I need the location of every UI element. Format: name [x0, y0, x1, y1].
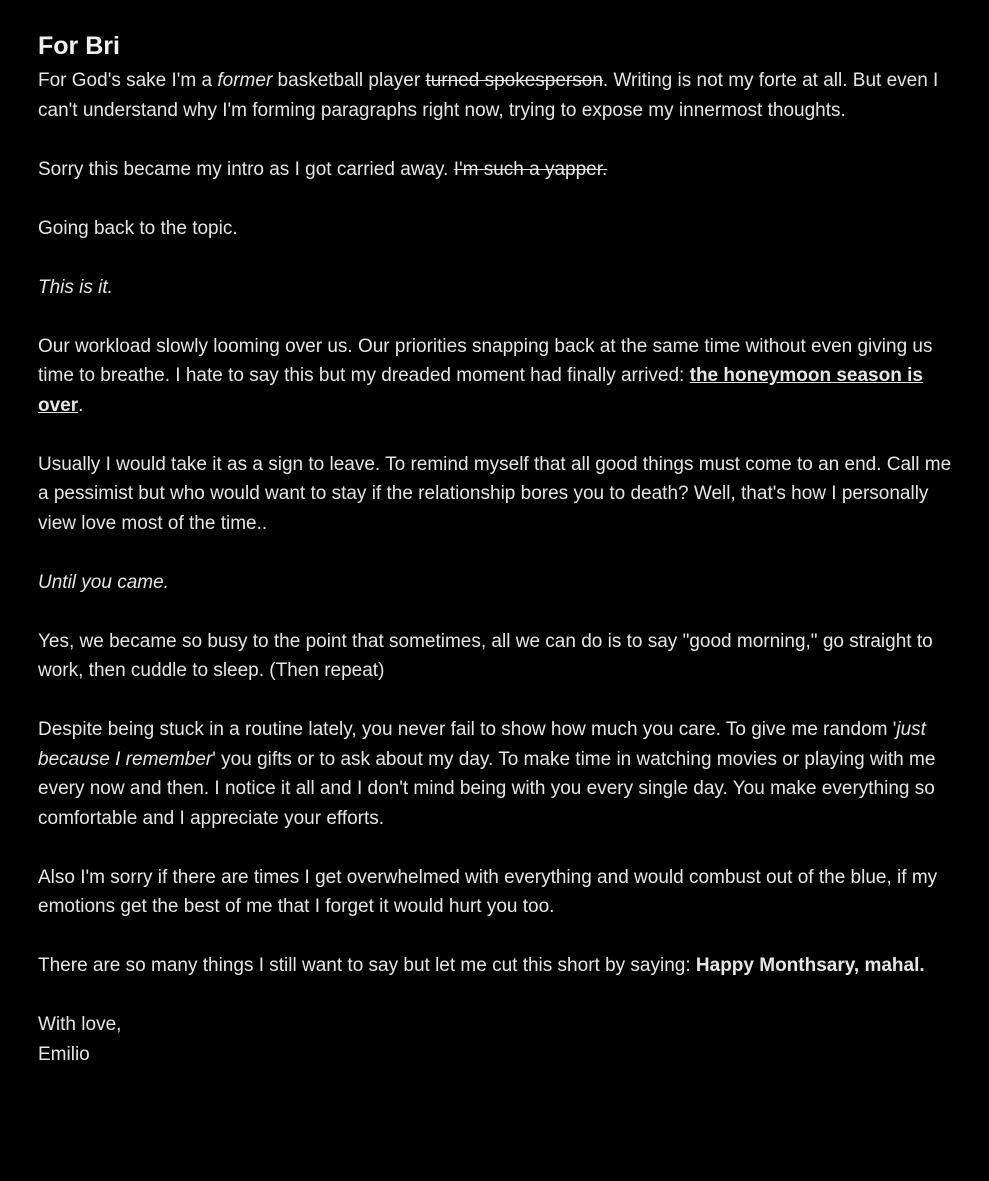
note-body — [38, 30, 958, 1069]
p1-strikethrough: turned spokesperson — [425, 70, 603, 91]
p5-text-a: Our workload slowly looming over us. Our priorities snapping back at the same time without even giving us time to breathe. I hate to say this but my dreaded moment had finally arrived: — [38, 335, 933, 386]
p2-text-a: Sorry this became my intro as I got carried away. — [38, 158, 454, 180]
p5-text-c: . — [78, 394, 84, 416]
p9-italic: just because I remember — [38, 719, 926, 770]
paragraph-1 — [38, 66, 958, 125]
p1-text-e: . Writing is not my forte at all. But even I can't understand why I'm forming paragraphs right now, trying to expose my innermost thoughts. — [38, 70, 939, 121]
paragraph-4: This is it. — [38, 276, 113, 298]
paragraph-6: Usually I would take it as a sign to leave. To remind myself that all good things must come to an end. Call me a pessimist but who would want to stay if the relationship bores you to death? Well, that's how I personally view love most of the time.. — [38, 453, 952, 534]
note-title: For Bri — [38, 32, 120, 60]
p1-text-a: For God's sake I'm a — [38, 70, 218, 91]
paragraph-2 — [38, 155, 958, 185]
p9-text-c: ' you gifts or to ask about my day. To make time in watching movies or playing with me every now and then. I notice it all and I don't mind being with you every single day. You make everything so comfortable and I appreciate your efforts. — [38, 748, 936, 829]
paragraph-10: Also I'm sorry if there are times I get overwhelmed with everything and would combust out of the blue, if my emotions get the best of me that I forget it would hurt you too. — [38, 866, 938, 917]
closing: With love, — [38, 1014, 122, 1035]
paragraph-11 — [38, 951, 958, 981]
p11-bold: Happy Monthsary, mahal. — [695, 955, 925, 976]
p1-italic-former: former — [217, 70, 273, 91]
p5-bold-underline: the honeymoon season is over — [38, 365, 923, 416]
p11-text-a: There are so many things I still want to say but let me cut this short by saying: — [38, 955, 696, 976]
paragraph-9 — [38, 715, 958, 833]
p9-text-a: Despite being stuck in a routine lately, you never fail to show how much you care. To give me random ' — [38, 719, 897, 740]
signature: Emilio — [38, 1043, 90, 1065]
p1-text-c: basketball player — [272, 70, 426, 91]
paragraph-3: Going back to the topic. — [38, 217, 238, 239]
p2-strikethrough: I'm such a yapper. — [453, 158, 608, 180]
paragraph-7: Until you came. — [38, 571, 169, 593]
signoff — [38, 1010, 958, 1069]
paragraph-8: Yes, we became so busy to the point that sometimes, all we can do is to say "good morning," go straight to work, then cuddle to sleep. (Then repeat) — [38, 630, 933, 681]
paragraph-5 — [38, 332, 958, 421]
